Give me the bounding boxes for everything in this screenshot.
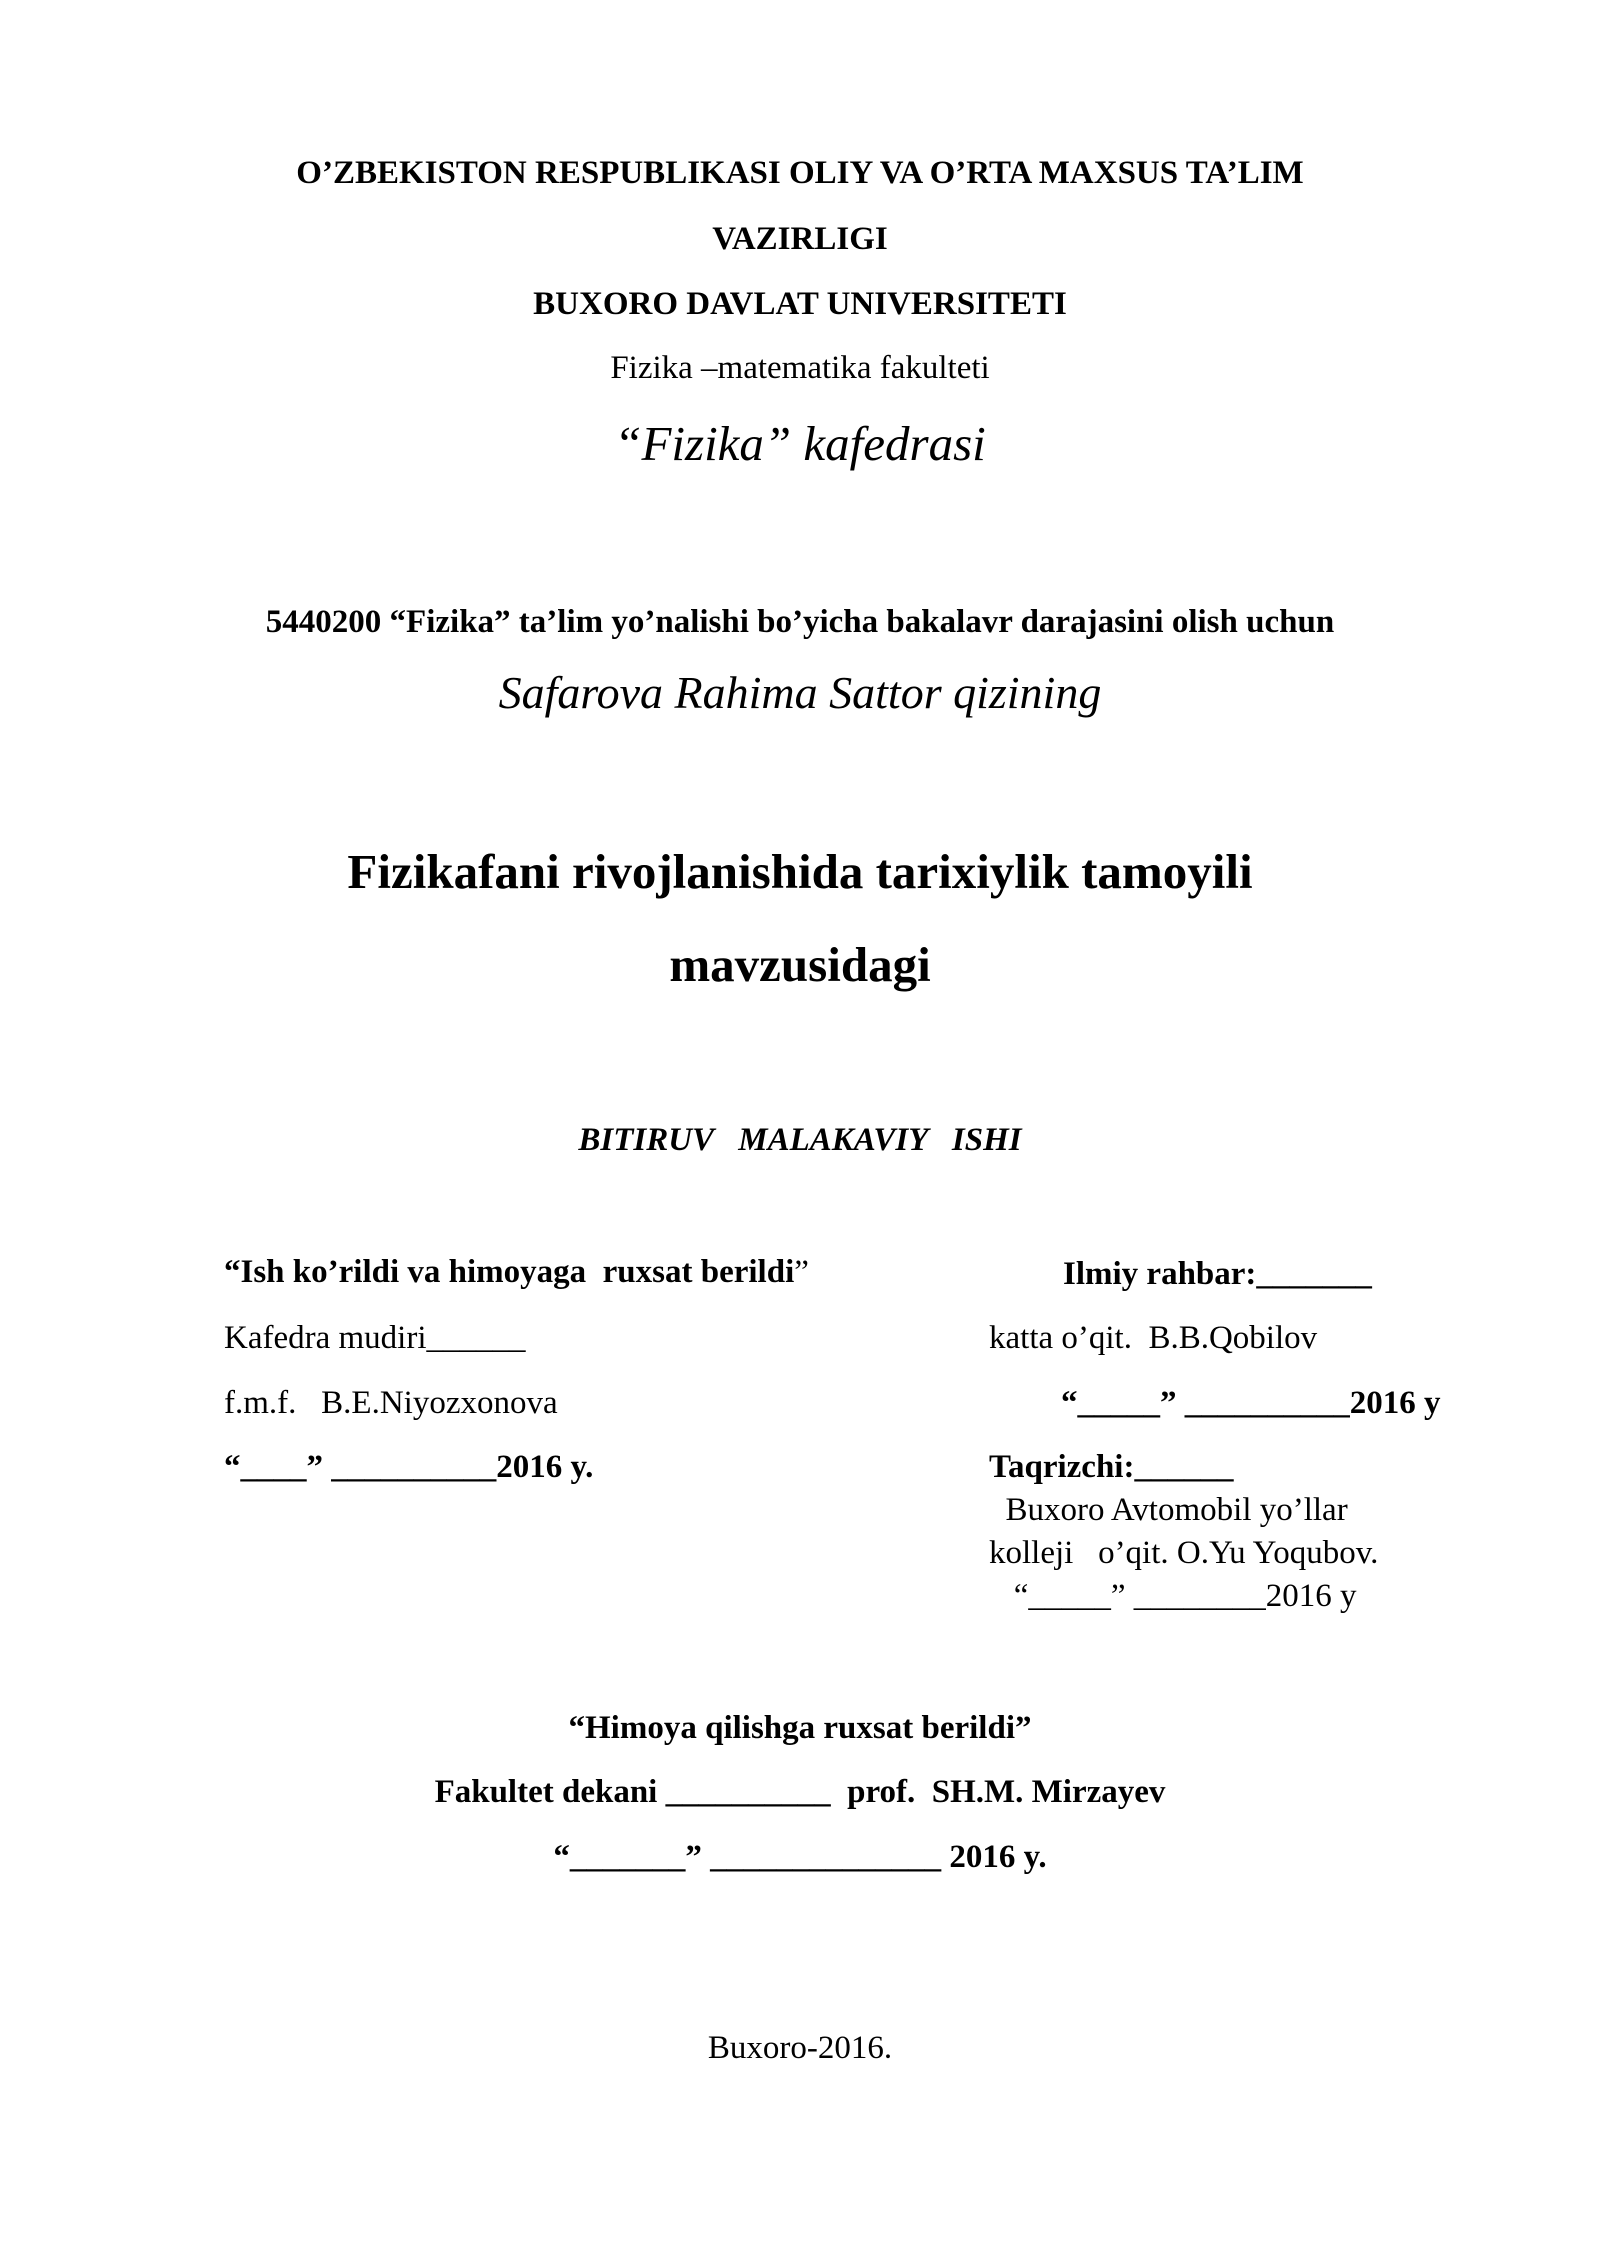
approval-quote-close: ” xyxy=(794,1254,809,1290)
supervisor-name: katta o’qit. B.B.Qobilov xyxy=(989,1320,1318,1356)
ministry-line-2: VAZIRLIGI xyxy=(712,221,888,257)
reviewer-line-1: Buxoro Avtomobil yo’llar xyxy=(989,1492,1348,1528)
reviewer-line-2: kolleji o’qit. O.Yu Yoqubov. xyxy=(989,1535,1379,1571)
supervisor-label: Ilmiy rahbar:_______ xyxy=(1063,1256,1372,1292)
dean-line: Fakultet dekani __________ prof. SH.M. Mirzayev xyxy=(434,1774,1166,1810)
faculty-name: Fizika –matematika fakulteti xyxy=(610,350,990,386)
department-name: “Fizika” kafedrasi xyxy=(614,416,986,471)
department-head-line: Kafedra mudiri______ xyxy=(224,1320,526,1356)
author-name: Safarova Rahima Sattor qizining xyxy=(498,667,1102,718)
thesis-title-line-2: mavzusidagi xyxy=(669,937,931,992)
approval-statement xyxy=(224,1256,809,1289)
reviewer-date: “_____” ________2016 y xyxy=(989,1578,1357,1614)
place-year: Buxoro-2016. xyxy=(707,2030,893,2066)
thesis-title-line-1: Fizikafani rivojlanishida tarixiylik tamoyili xyxy=(347,844,1253,899)
reviewer-label: Taqrizchi:______ xyxy=(989,1449,1234,1485)
defense-date: “_______” ______________ 2016 y. xyxy=(553,1839,1047,1875)
approval-date: “____” __________2016 y. xyxy=(224,1449,594,1485)
supervisor-date: “_____” __________2016 y xyxy=(1061,1385,1441,1421)
work-type: BITIRUV MALAKAVIY ISHI xyxy=(578,1122,1022,1158)
defense-permission: “Himoya qilishga ruxsat berildi” xyxy=(568,1710,1032,1746)
department-head-name: f.m.f. B.E.Niyozxonova xyxy=(224,1385,558,1421)
ministry-line-1: O’ZBEKISTON RESPUBLIKASI OLIY VA O’RTA MAXSUS TA’LIM xyxy=(296,155,1304,191)
approval-quote: “Ish ko’rildi va himoyaga ruxsat berildi xyxy=(224,1254,795,1290)
degree-line: 5440200 “Fizika” ta’lim yo’nalishi bo’yicha bakalavr darajasini olish uchun xyxy=(265,604,1335,640)
university-name: BUXORO DAVLAT UNIVERSITETI xyxy=(533,286,1067,322)
